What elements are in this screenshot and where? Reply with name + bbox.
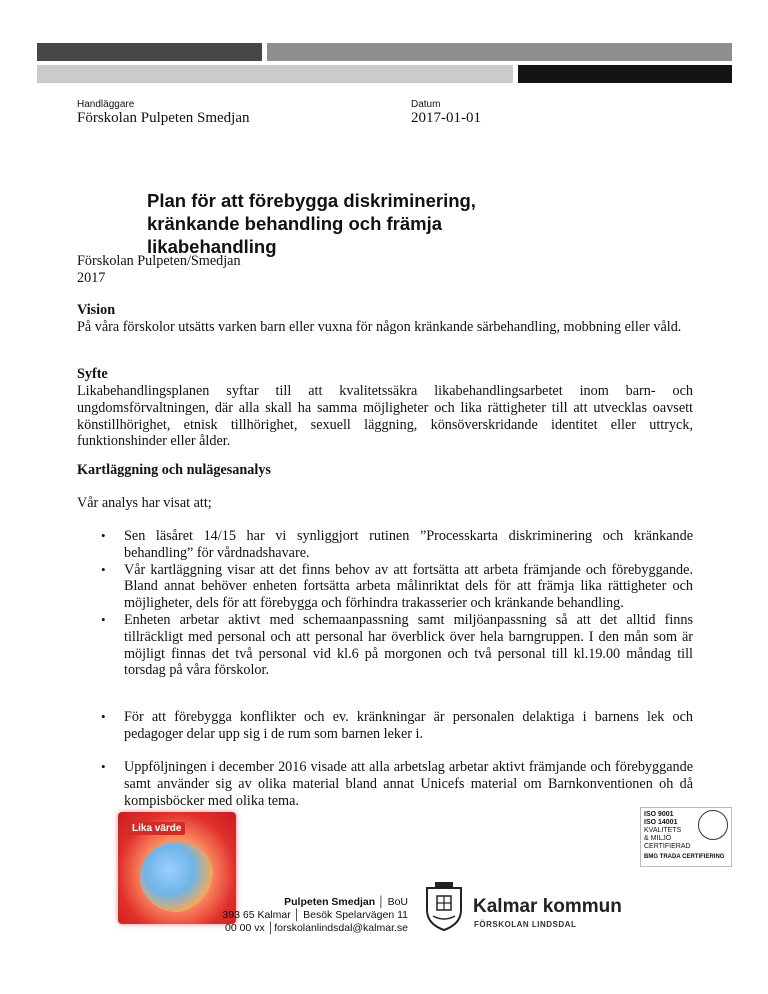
datum-label: Datum (411, 99, 441, 110)
certification-seal-icon (698, 810, 728, 840)
footer-org (284, 896, 408, 908)
handlaggare-value: Förskolan Pulpeten Smedjan (77, 110, 250, 126)
cert-line: CERTIFIERAD (644, 843, 691, 850)
header-bar-light (37, 65, 513, 83)
intro-school: Förskolan Pulpeten/Smedjan (77, 253, 241, 269)
book-title: Lika värde (128, 822, 185, 835)
syfte-text: Likabehandlingsplanen syftar till att kvalitetssäkra likabehandlingsarbetet inom barn- och ungdomsförvaltningen, där alla skall ha samma möjligheter och lika rättigheter till att utvecklas oavsett könstillhörighet, etnisk tillhörighet, sexuell läggning, könsöverskridande identitet eller uttryck, funktionshinder eller ålder. (77, 383, 693, 450)
kartlaggning-lead: Vår analys har visat att; (77, 495, 212, 511)
list-item: • För att förebygga konflikter och ev. kränkningar är personalen delaktiga i barnens lek och pedagoger delar upp sig i de rum som barnen leker i. (101, 709, 693, 743)
cert-line: & MILJÖ (644, 835, 672, 842)
list-item: • Uppföljningen i december 2016 visade att alla arbetslag arbetar aktivt främjande och förebyggande samt använder sig av olika material bland annat Unicefs material om Barnkonventionen oh då kompisböcker med olika tema. (101, 759, 693, 809)
list-item: • Sen läsåret 14/15 har vi synliggjort rutinen ”Processkarta diskriminering och kränkande behandling” för vårdnadshavare. (101, 528, 693, 562)
kalmar-logo-text: Kalmar kommun (473, 896, 622, 917)
kalmar-logo-sub: FÖRSKOLAN LINDSDAL (474, 920, 577, 929)
bullet-list-c (101, 759, 693, 809)
book-illustration (140, 842, 214, 912)
footer-org-dept: │ BoU (375, 896, 408, 908)
cert-line: ISO 14001 (644, 819, 678, 826)
intro-year: 2017 (77, 270, 106, 286)
syfte-heading: Syfte (77, 366, 108, 382)
kartlaggning-heading: Kartläggning och nulägesanalys (77, 462, 271, 478)
footer-address: 393 65 Kalmar │ Besök Spelarvägen 11 (222, 909, 408, 921)
book-cover-image (118, 812, 236, 924)
datum-value: 2017-01-01 (411, 110, 481, 126)
vision-heading: Vision (77, 302, 116, 318)
header-bar-dark (37, 43, 262, 61)
kalmar-crest-icon (423, 880, 465, 932)
bullet-list-b (101, 709, 693, 743)
cert-bottom: BMG TRADA CERTIFIERING (644, 854, 725, 860)
list-item: • Enheten arbetar aktivt med schemaanpassning samt miljöanpassning så att det alltid finns tillräckligt med personal och att personal har överblick över hela barngruppen. I den mån som är möjligt finnas det två personal vid kl.6 på morgonen och två personal till kl.19.00 måndag till torsdag på våra förskolor. (101, 612, 693, 679)
list-item: • Vår kartläggning visar att det finns behov av att fortsätta att arbeta främjande och förebyggande. Bland annat behöver enheten fortsätta arbeta målinriktat dels för att främja lika rättigheter och möjligheter, dels för att förebygga och förhindra trakasserier och kränkande behandling. (101, 562, 693, 612)
bullet-list-a (101, 528, 693, 679)
header-bar-mid (267, 43, 732, 61)
handlaggare-label: Handläggare (77, 99, 135, 110)
vision-text: På våra förskolor utsätts varken barn eller vuxna för någon kränkande särbehandling, mobbning eller våld. (77, 319, 682, 335)
footer-org-name: Pulpeten Smedjan (284, 896, 376, 908)
header-bar-black (518, 65, 732, 83)
footer-contact: 00 00 vx │forskolanlindsdal@kalmar.se (225, 922, 408, 934)
cert-line: ISO 9001 (644, 811, 674, 818)
cert-line: KVALITETS (644, 827, 682, 834)
document-title: Plan för att förebygga diskriminering, kränkande behandling och främja likabehandling (147, 190, 476, 257)
